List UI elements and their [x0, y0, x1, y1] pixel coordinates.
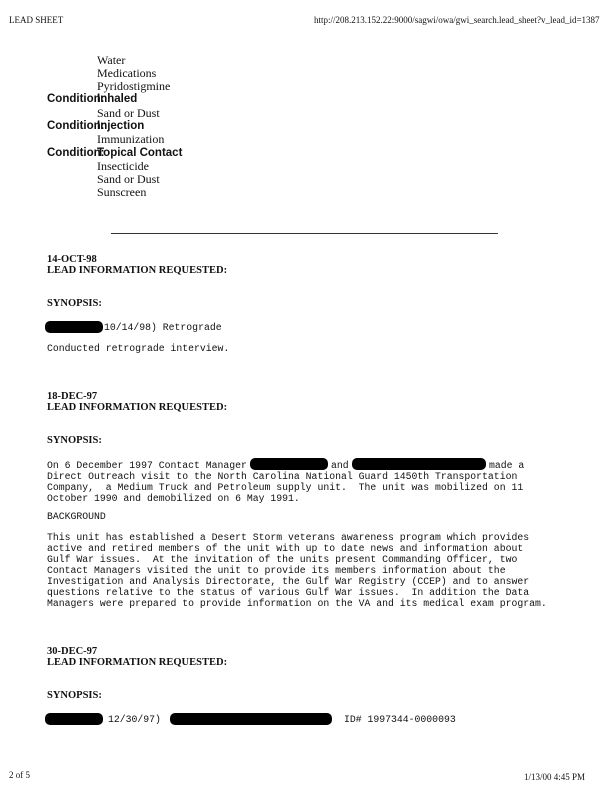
synopsis-line: 10/14/98) Retrograde	[104, 322, 222, 333]
redaction-mark	[250, 458, 328, 470]
synopsis-line: October 1990 and demobilized on 6 May 1991.	[47, 493, 300, 504]
list-item: Sand or Dust	[97, 172, 160, 186]
condition-label: Condition:	[47, 120, 105, 132]
list-item: Medications	[97, 66, 157, 80]
lead-info-label: LEAD INFORMATION REQUESTED:	[47, 402, 228, 413]
synopsis-label: SYNOPSIS:	[47, 435, 102, 446]
page-header-url: http://208.213.152.22:9000/sagwi/owa/gwi_search.lead_sheet?v_lead_id=1387	[314, 15, 600, 25]
synopsis-line: Gulf War issues. At the invitation of the units present Commanding Officer, two	[47, 554, 518, 565]
synopsis-line: questions relative to the status of various Gulf War issues. In addition the Data	[47, 587, 530, 598]
redaction-mark	[45, 713, 103, 725]
list-item: Insecticide	[97, 159, 149, 173]
synopsis-line: Direct Outreach visit to the North Carolina National Guard 1450th Transportation	[47, 471, 518, 482]
page-number: 2 of 5	[9, 770, 30, 780]
synopsis-line: active and retired members of the unit with up to date news and information about	[47, 543, 524, 554]
list-item: Water	[97, 53, 126, 67]
synopsis-line: On 6 December 1997 Contact Manager	[47, 460, 247, 471]
entry-date: 14-OCT-98	[47, 254, 97, 265]
synopsis-label: SYNOPSIS:	[47, 298, 102, 309]
condition-inhaled: Inhaled	[97, 93, 138, 105]
redaction-mark	[170, 713, 332, 725]
synopsis-line: and	[331, 460, 349, 471]
redaction-mark	[45, 321, 103, 333]
lead-info-label: LEAD INFORMATION REQUESTED:	[47, 657, 228, 668]
synopsis-line: This unit has established a Desert Storm veterans awareness program which provides	[47, 532, 530, 543]
print-timestamp: 1/13/00 4:45 PM	[524, 772, 586, 782]
synopsis-line: Investigation and Analysis Directorate, the Gulf War Registry (CCEP) and to answer	[47, 576, 530, 587]
condition-label: Condition:	[47, 147, 105, 159]
synopsis-line: Company, a Medium Truck and Petroleum supply unit. The unit was mobilized on 11	[47, 482, 524, 493]
divider	[111, 233, 498, 234]
list-item: Immunization	[97, 132, 165, 146]
condition-injection: Injection	[97, 120, 145, 132]
background-label: BACKGROUND	[47, 511, 106, 522]
redaction-mark	[352, 458, 486, 470]
condition-topical: Topical Contact	[97, 147, 183, 159]
synopsis-line: Conducted retrograde interview.	[47, 343, 230, 354]
list-item: Pyridostigmine	[97, 79, 171, 93]
entry-date: 18-DEC-97	[47, 391, 98, 402]
synopsis-line: Contact Managers visited the unit to provide its members information about the	[47, 565, 506, 576]
entry-date: 30-DEC-97	[47, 646, 98, 657]
synopsis-line: made a	[489, 460, 525, 471]
condition-label: Condition:	[47, 93, 105, 105]
synopsis-line: 12/30/97)	[108, 714, 161, 725]
page-header-title: LEAD SHEET	[9, 15, 64, 25]
list-item: Sand or Dust	[97, 106, 160, 120]
synopsis-line: Managers were prepared to provide information on the VA and its medical exam program.	[47, 598, 547, 609]
synopsis-label: SYNOPSIS:	[47, 690, 102, 701]
synopsis-line: ID# 1997344-0000093	[344, 714, 456, 725]
lead-info-label: LEAD INFORMATION REQUESTED:	[47, 265, 228, 276]
list-item: Sunscreen	[97, 185, 147, 199]
